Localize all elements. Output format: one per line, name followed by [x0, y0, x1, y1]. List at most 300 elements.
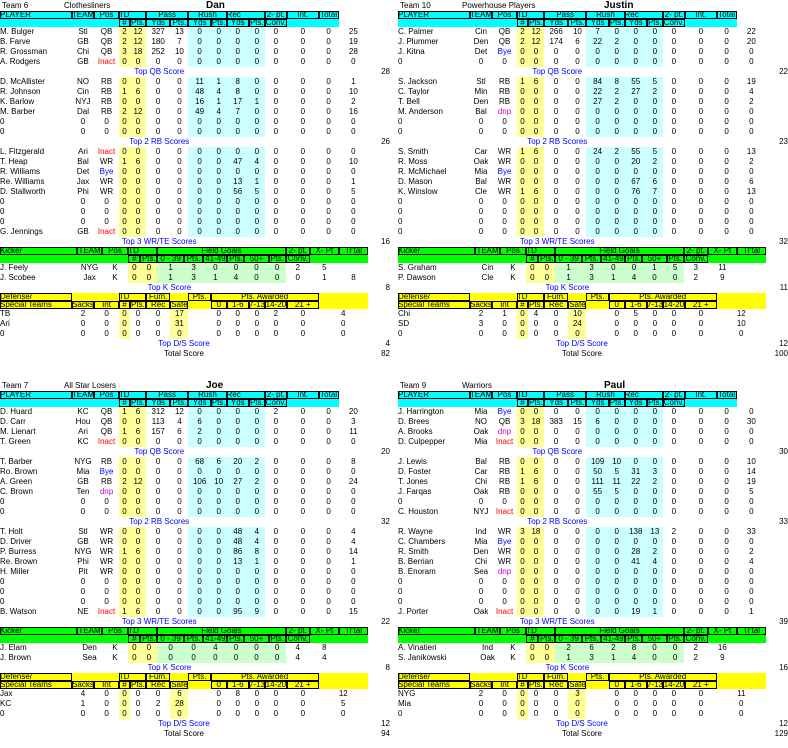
stat-cell: 2	[273, 407, 279, 416]
stat-cell: 0	[749, 407, 754, 416]
stat-cell: 4	[647, 557, 663, 567]
stat-cell: 0	[526, 653, 538, 663]
stat-cell: 0	[235, 709, 240, 718]
stat-cell: 0	[249, 207, 265, 217]
header-player: PLAYER	[0, 391, 72, 399]
header-pts: Pts.	[141, 634, 156, 643]
stat-cell: 0	[517, 97, 528, 107]
defense-name: Mia	[398, 699, 411, 708]
kicker-name: S. Graham	[398, 263, 437, 272]
table-row	[398, 217, 766, 227]
stat-cell: 0	[227, 27, 249, 37]
stat-cell: 0	[671, 329, 677, 338]
stat-cell: K	[510, 643, 516, 652]
stat-cell: 3	[582, 653, 601, 663]
stat-cell: 6	[528, 477, 544, 487]
stat-cell: 0	[647, 577, 663, 587]
stat-cell: 0	[155, 457, 161, 466]
table-row	[398, 427, 766, 437]
stat-cell: 0	[671, 699, 677, 708]
stat-cell: 0	[698, 127, 704, 136]
stat-cell: 0	[553, 467, 559, 476]
stat-cell: 0	[724, 417, 729, 426]
stat-cell: 0	[575, 407, 580, 416]
stat-cell: 0	[249, 217, 265, 227]
stat-cell: 0	[553, 97, 559, 106]
player-name: 0	[398, 577, 403, 586]
subtotal-value: 39	[779, 617, 788, 626]
stat-cell: 0	[609, 157, 625, 167]
stat-cell: GB	[77, 227, 89, 236]
subtotal-label: Top 2 RB Scores	[527, 137, 588, 146]
header-sacks: Sacks	[470, 680, 492, 689]
header-yds: Yds	[625, 399, 647, 407]
stat-cell: 18	[528, 417, 544, 427]
stat-cell: 0	[130, 127, 146, 137]
stat-cell: 0	[749, 127, 754, 136]
header-team: TEAM	[71, 10, 95, 19]
stat-cell: 0	[724, 57, 729, 66]
player-name: 0	[398, 197, 403, 206]
stat-cell: 0	[553, 607, 559, 616]
player-name: C. Chambers	[398, 537, 446, 546]
stat-cell: 0	[351, 217, 356, 226]
header-blank	[287, 399, 318, 407]
header-pts: Pts.	[184, 635, 203, 643]
stat-cell: K	[112, 273, 118, 282]
header-rec: Rec	[227, 11, 265, 19]
header-blank	[470, 399, 492, 407]
stat-cell: 0	[351, 587, 356, 596]
defense-table	[398, 293, 766, 359]
stat-cell: 0	[724, 487, 729, 496]
stat-cell: 0	[698, 147, 704, 156]
stat-cell: 0	[647, 97, 663, 107]
stat-cell: 0	[235, 699, 240, 708]
stat-cell: 0	[671, 437, 677, 446]
stat-cell: 0	[553, 197, 559, 206]
stat-cell: 0	[528, 597, 544, 607]
stat-cell: 0	[698, 597, 704, 606]
table-row	[0, 507, 368, 517]
stat-cell: 6	[647, 177, 663, 187]
stat-cell: 0	[698, 507, 704, 516]
subtotal-value: 100	[774, 349, 788, 358]
stat-cell: 0	[177, 97, 182, 106]
stat-cell: 0	[749, 57, 754, 66]
stat-cell: 67	[625, 177, 647, 187]
stat-cell: 0	[724, 587, 729, 596]
stat-cell: 0	[273, 177, 279, 186]
stat-cell: 0	[104, 587, 109, 596]
stat-cell: 0	[538, 653, 555, 663]
kicker-name: J. Elam	[0, 643, 27, 652]
stat-cell: 13	[227, 177, 249, 187]
stat-cell: 0	[188, 597, 210, 607]
stat-cell: 0	[326, 607, 331, 616]
header-fg3: 50+	[642, 635, 666, 643]
table-row	[0, 57, 368, 67]
stat-cell: GB	[77, 537, 89, 546]
player-name: 0	[398, 497, 403, 506]
stat-cell: 0	[227, 653, 244, 663]
table-row	[398, 497, 766, 507]
stat-cell: 2	[693, 643, 698, 652]
stat-cell: 0	[244, 653, 268, 663]
player-name: L. Fitzgerald	[0, 147, 45, 156]
stat-cell: 1	[517, 147, 528, 157]
stat-cell: 0	[104, 497, 109, 506]
subtotal-value: 16	[779, 663, 788, 672]
table-row	[0, 97, 368, 107]
stat-cell: 0	[528, 127, 544, 137]
stat-cell: 0	[249, 127, 265, 137]
stat-cell: 0	[177, 197, 182, 206]
subtotal-row	[398, 517, 766, 527]
stat-cell: 0	[177, 587, 182, 596]
stat-cell: 0	[273, 507, 279, 516]
stat-cell: 0	[586, 427, 608, 437]
player-name: C. Taylor	[398, 87, 430, 96]
stat-cell: 0	[575, 187, 580, 196]
stat-cell: 0	[609, 177, 625, 187]
player-name: R. Williams	[0, 167, 40, 176]
stat-cell: 0	[351, 167, 356, 176]
stat-cell: 4	[749, 87, 754, 96]
stat-cell: 0	[575, 427, 580, 436]
stat-cell: 4	[211, 87, 227, 97]
stat-cell: 6	[170, 689, 188, 699]
stat-cell: RB	[498, 77, 511, 86]
stat-cell: QB	[498, 37, 511, 46]
stat-cell: 0	[157, 653, 184, 663]
stat-cell: 0	[80, 587, 86, 596]
header-trtal: Tr'tal	[737, 627, 766, 635]
stat-cell: 0	[517, 699, 528, 709]
table-row	[0, 127, 368, 137]
header-blank	[500, 635, 527, 643]
table-row	[398, 187, 766, 197]
defense-name: Jax	[0, 689, 13, 698]
stat-cell: 0	[188, 557, 210, 567]
header-conv: Conv.	[685, 254, 706, 263]
stat-cell: 0	[273, 487, 279, 496]
stat-cell: 0	[609, 437, 625, 447]
stat-cell: 0	[300, 709, 306, 718]
header-conv: Conv.	[265, 398, 287, 407]
player-name: 0	[398, 597, 403, 606]
stat-cell: 0	[227, 487, 249, 497]
table-row	[0, 309, 368, 319]
stat-cell: 0	[273, 437, 279, 446]
stat-cell: 113	[151, 417, 165, 426]
stat-cell: 0	[119, 597, 130, 607]
stat-cell: 0	[300, 437, 306, 446]
header-pts: Pts.	[170, 399, 188, 407]
stat-cell: 0	[177, 467, 182, 476]
stat-cell: NO	[474, 417, 487, 426]
stat-cell: 0	[119, 577, 130, 587]
stat-cell: 0	[553, 329, 559, 338]
stat-cell: NYG	[80, 263, 99, 272]
stat-cell: 0	[155, 319, 161, 328]
header-rush: Rush	[586, 391, 624, 399]
stat-cell: NYG	[74, 457, 92, 466]
stat-cell: dnp	[99, 487, 114, 496]
stat-cell: 3	[582, 273, 601, 283]
header-yds: Yds	[227, 399, 249, 407]
stat-cell: Inact	[495, 607, 514, 616]
stat-cell: 0	[749, 167, 754, 176]
stat-cell: 0	[609, 507, 625, 517]
stat-cell: 0	[177, 127, 182, 136]
stat-cell: 0	[188, 57, 210, 67]
stat-cell: QB	[100, 407, 113, 416]
header-td: TD	[517, 391, 544, 399]
table-row	[0, 147, 368, 157]
stat-cell: 0	[724, 557, 729, 566]
header-pass: Pass	[146, 11, 189, 19]
stat-cell: Sea	[473, 567, 489, 576]
stat-cell: 0	[326, 417, 331, 426]
stat-cell: 0	[227, 417, 249, 427]
stat-cell: 0	[647, 407, 663, 417]
stat-cell: 13	[174, 27, 184, 36]
stat-cell: 0	[625, 437, 647, 447]
stat-cell: 0	[502, 319, 507, 328]
stat-cell: 1	[119, 157, 130, 167]
spacer	[717, 67, 737, 77]
player-name: C. Palmer	[398, 27, 434, 36]
stat-cell: 0	[749, 227, 754, 236]
header-pts: Pts.	[229, 254, 243, 263]
stat-cell: 0	[326, 217, 331, 226]
stat-cell: Cin	[481, 263, 494, 272]
header-safe: Safe	[569, 300, 586, 309]
stat-cell: 0	[211, 147, 227, 157]
stat-cell: 0	[300, 47, 306, 56]
stat-cell: WR	[99, 157, 114, 166]
stat-cell: 10	[174, 47, 184, 56]
stat-cell: 0	[211, 157, 227, 167]
player-name: R. Grossman	[0, 47, 48, 56]
stat-cell: 12	[528, 37, 544, 47]
stat-cell: 0	[528, 107, 544, 117]
stat-cell: 0	[188, 467, 210, 477]
stat-cell: RB	[100, 97, 113, 106]
stat-cell: 4	[533, 309, 539, 318]
table-row	[398, 57, 766, 67]
stat-cell: 0	[528, 57, 544, 67]
stat-cell: 0	[553, 587, 559, 596]
header-trtal: Tr'tal	[339, 627, 368, 635]
header-blank	[287, 19, 318, 27]
stat-cell: 6	[211, 457, 227, 467]
stat-cell: 12	[338, 689, 348, 698]
stat-cell: RB	[100, 457, 113, 466]
player-name: R. McMichael	[398, 167, 447, 176]
stat-cell: 0	[633, 329, 638, 338]
player-name: T. Barber	[0, 457, 33, 466]
stat-cell: 0	[104, 699, 109, 708]
header-blank	[72, 19, 94, 27]
table-row	[0, 607, 368, 617]
stat-cell: 0	[300, 557, 306, 566]
stat-cell: 0	[528, 537, 544, 547]
stat-cell: 0	[647, 597, 663, 607]
header-num: #	[119, 681, 130, 689]
player-name: R. Wayne	[398, 527, 433, 536]
stat-cell: 0	[177, 457, 182, 466]
stat-cell: 0	[586, 197, 608, 207]
stat-cell: 10	[348, 87, 358, 96]
stat-cell: 0	[528, 87, 544, 97]
table-row	[398, 699, 766, 709]
stat-cell: Chi	[474, 477, 487, 486]
stat-cell: 22	[746, 27, 756, 36]
stat-cell: 0	[625, 207, 647, 217]
stat-cell: 0	[609, 547, 625, 557]
stat-cell: 0	[575, 467, 580, 476]
stat-cell: 0	[502, 127, 507, 136]
stat-cell: 0	[671, 217, 677, 226]
subtotal-row	[0, 137, 368, 147]
stat-cell: 0	[300, 217, 306, 226]
player-name: K. Winslow	[398, 187, 438, 196]
stat-cell: Det	[76, 167, 90, 176]
player-name: 0	[0, 207, 5, 216]
stat-cell: 20	[227, 457, 249, 467]
stat-cell: 0	[130, 227, 146, 237]
table-row	[0, 177, 368, 187]
player-name: D. Huard	[0, 407, 33, 416]
header-special-teams: Special Teams	[398, 301, 470, 309]
table-row	[398, 97, 766, 107]
stat-cell: 12	[528, 27, 544, 37]
stat-cell: Stl	[476, 77, 486, 86]
table-row	[0, 37, 368, 47]
stat-cell: 0	[104, 197, 109, 206]
stat-cell: 0	[478, 207, 484, 216]
stat-cell: 0	[553, 487, 559, 496]
header-yds: Yds	[188, 19, 210, 27]
stat-cell: 0	[528, 97, 544, 107]
stat-cell: 0	[227, 597, 249, 607]
stat-cell: 0	[211, 127, 227, 137]
header-fg1: 0 - 39	[555, 635, 582, 643]
defense-name: 0	[398, 329, 403, 338]
stat-cell: 0	[724, 477, 729, 486]
stat-cell: 0	[528, 167, 544, 177]
stat-cell: 0	[140, 263, 157, 273]
stat-cell: 0	[326, 207, 331, 216]
stat-cell: 0	[203, 263, 227, 273]
stat-cell: 1	[517, 77, 528, 87]
stat-cell: 3	[693, 263, 698, 272]
table-row	[0, 597, 368, 607]
stat-cell: 13	[746, 147, 756, 156]
stat-cell: 0	[177, 167, 182, 176]
stat-cell: 0	[609, 187, 625, 197]
header-fg1: 0 - 39	[157, 255, 184, 263]
stat-cell: 0	[227, 497, 249, 507]
spacer	[188, 699, 210, 709]
stat-cell: 0	[326, 47, 331, 56]
stat-cell: 31	[170, 319, 188, 329]
stat-cell: 0	[724, 177, 729, 186]
stat-cell: 0	[130, 567, 146, 577]
stat-cell: 2	[249, 457, 265, 467]
stat-cell: 0	[609, 557, 625, 567]
header-int: Int.	[685, 11, 716, 19]
stat-cell: 2	[601, 643, 625, 653]
header-sacks: Sacks	[72, 680, 94, 689]
header-blank	[586, 681, 608, 689]
spacer	[319, 67, 339, 77]
subtotal-label: Top 2 RB Scores	[129, 137, 190, 146]
stat-cell: 0	[157, 643, 184, 653]
stat-cell: 109	[586, 457, 608, 467]
stat-cell: NYJ	[75, 97, 91, 106]
table-row	[398, 437, 766, 447]
stat-cell: 0	[698, 329, 704, 338]
stat-cell: 0	[188, 547, 210, 557]
table-row	[0, 107, 368, 117]
player-name: 0	[398, 207, 403, 216]
stat-cell: 0	[517, 567, 528, 577]
stat-cell: 0	[528, 557, 544, 567]
header-blank	[685, 19, 716, 27]
team-owner: Justin	[604, 0, 634, 11]
stat-cell: 0	[671, 417, 677, 426]
stat-cell: 0	[553, 47, 559, 56]
stat-cell: 0	[647, 417, 663, 427]
player-name: T. Green	[0, 437, 31, 446]
player-name: Ro. Brown	[0, 467, 38, 476]
kicker-table	[398, 627, 766, 673]
spacer	[319, 447, 339, 457]
stat-cell: 0	[671, 197, 677, 206]
header-blank	[398, 635, 475, 643]
stat-cell: 0	[128, 643, 140, 653]
stat-cell: 2	[351, 97, 356, 106]
header-trtal: Tr'tal	[339, 247, 368, 255]
header-fg3: 50+	[642, 255, 666, 263]
stat-cell: 31	[625, 467, 647, 477]
stat-cell: 2	[647, 157, 663, 167]
table-row	[0, 263, 368, 273]
header-xpt: X- Pt	[310, 627, 339, 635]
header-team: TEAM	[78, 246, 101, 255]
table-row	[0, 467, 368, 477]
stat-cell: 0	[155, 709, 161, 718]
stat-cell: 0	[749, 117, 754, 126]
stat-cell: 0	[724, 87, 729, 96]
stat-cell: WR	[497, 557, 512, 566]
defense-table	[0, 293, 368, 359]
stat-cell: 0	[671, 87, 677, 96]
header-pos: Pos	[102, 247, 129, 255]
header-total: Total	[718, 10, 736, 19]
stat-cell: 0	[119, 77, 130, 87]
stat-cell: 13	[647, 527, 663, 537]
stat-cell: 3	[184, 273, 203, 283]
table-row	[0, 273, 368, 283]
stat-cell: K	[510, 273, 516, 282]
stat-cell: 0	[273, 77, 279, 86]
stat-cell: 0	[671, 547, 677, 556]
stat-cell: 0	[698, 497, 704, 506]
